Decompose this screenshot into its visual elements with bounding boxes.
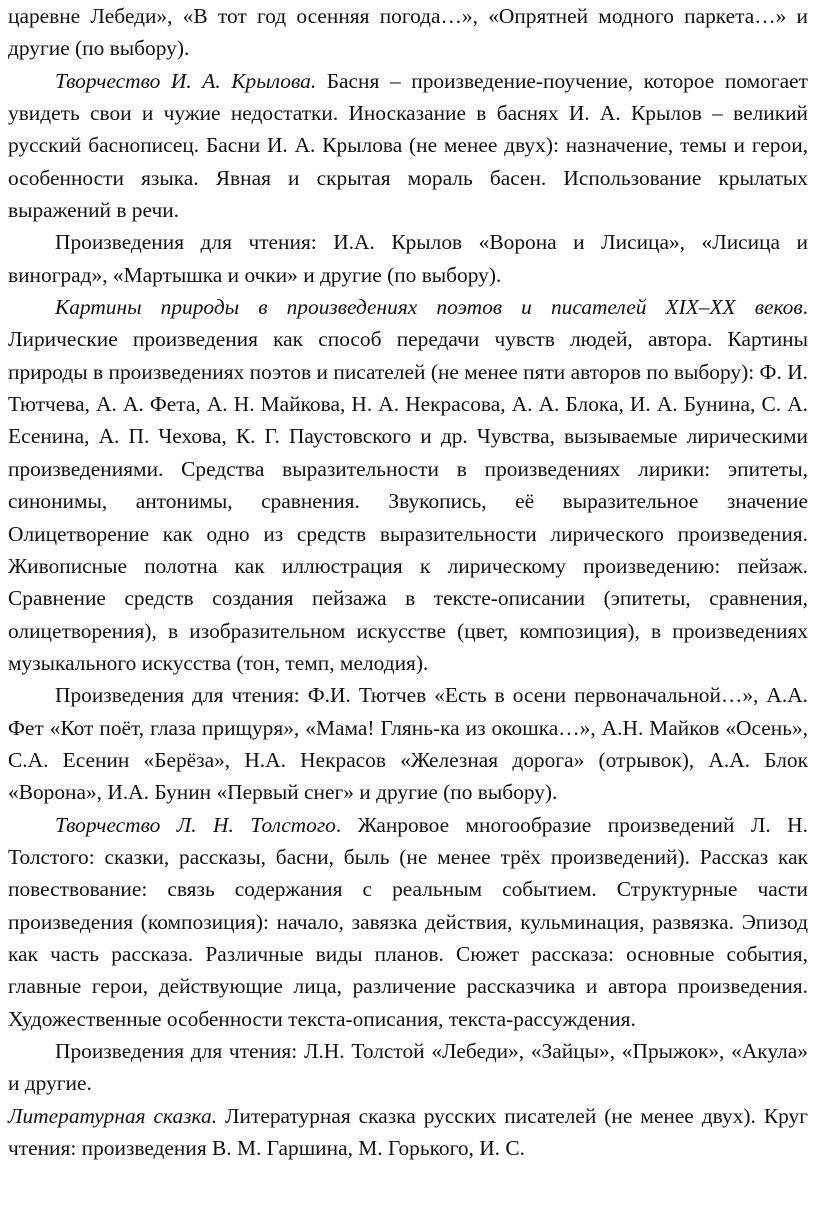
section-heading-nature: Картины природы в произведениях поэтов и писателей XIX–XX веков	[55, 295, 803, 320]
paragraph-text: Произведения для чтения: И.А. Крылов «Ворона и Лисица», «Лисица и виноград», «Мартышка и очки» и другие (по выбору).	[8, 230, 808, 287]
paragraph-text: . Жанровое многообразие произведений Л. Н. Толстого: сказки, рассказы, басни, быль (не менее трёх произведений). Рассказ как повествование: связь содержания с реальным событием. Структурные части произведения (композиция): начало, завязка действия, кульминация, развязка. Эпизод как часть рассказа. Различные виды планов. Сюжет рассказа: основные события, главные герои, действующие лица, различение рассказчика и автора произведения. Художественные особенности текста-описания, текста-рассуждения.	[8, 812, 808, 1031]
paragraph-text: Басня – произведение-поучение, которое помогает увидеть свои и чужие недостатки. Иносказание в баснях И. А. Крылов – великий русский баснописец. Басни И. А. Крылова (не менее двух): назначение, темы и герои, особенности языка. Явная и скрытая мораль басен. Использование крылатых выражений в речи.	[8, 68, 808, 223]
paragraph-text: . Лирические произведения как способ передачи чувств людей, автора. Картины природы в произведениях поэтов и писателей (не менее пяти авторов по выбору): Ф. И. Тютчева, А. А. Фета, А. Н. Майкова, Н. А. Некрасова, А. А. Блока, И. А. Бунина, С. А. Есенина, А. П. Чехова, К. Г. Паустовского и др. Чувства, вызываемые лирическими произведениями. Средства выразительности в произведениях лирики: эпитеты, синонимы, антонимы, сравнения. Звукопись, её выразительное значение Олицетворение как одно из средств выразительности лирического произведения. Живописные полотна как иллюстрация к лирическому произведению: пейзаж. Сравнение средств создания пейзажа в тексте-описании (эпитеты, сравнения, олицетворения), в изобразительном искусстве (цвет, композиция), в произведениях музыкального искусства (тон, темп, мелодия).	[8, 295, 808, 675]
section-heading-literary-tale: Литературная сказка.	[8, 1103, 218, 1128]
paragraph-krylov-reading	[8, 226, 808, 291]
paragraph-text: Произведения для чтения: Ф.И. Тютчев «Есть в осени первоначальной…», А.А. Фет «Кот поёт, глаза прищуря», «Мама! Глянь-ка из окошка…», А.Н. Майков «Осень», С.А. Есенин «Берёза», Н.А. Некрасов «Железная дорога» (отрывок), А.А. Блок «Ворона», И.А. Бунин «Первый снег» и другие (по выбору).	[8, 683, 808, 805]
section-heading-krylov: Творчество И. А. Крылова.	[55, 68, 317, 93]
section-heading-tolstoy: Творчество Л. Н. Толстого	[55, 812, 336, 837]
paragraph-continuation	[8, 0, 808, 65]
paragraph-nature-reading	[8, 679, 808, 808]
paragraph-text: Произведения для чтения: Л.Н. Толстой «Лебеди», «Зайцы», «Прыжок», «Акула» и другие.	[8, 1039, 808, 1096]
paragraph-tolstoy	[8, 809, 808, 1035]
paragraph-tolstoy-reading	[8, 1035, 808, 1100]
paragraph-text: Литературная сказка русских писателей (не менее двух). Круг чтения: произведения В. М. Гаршина, М. Горького, И. С.	[8, 1103, 808, 1161]
paragraph-nature	[8, 291, 808, 679]
paragraph-literary-tale	[8, 1100, 808, 1165]
paragraph-krylov	[8, 65, 808, 227]
paragraph-text: царевне Лебеди», «В тот год осенняя погода…», «Опрятней модного паркета…» и другие (по выбору).	[8, 4, 808, 61]
